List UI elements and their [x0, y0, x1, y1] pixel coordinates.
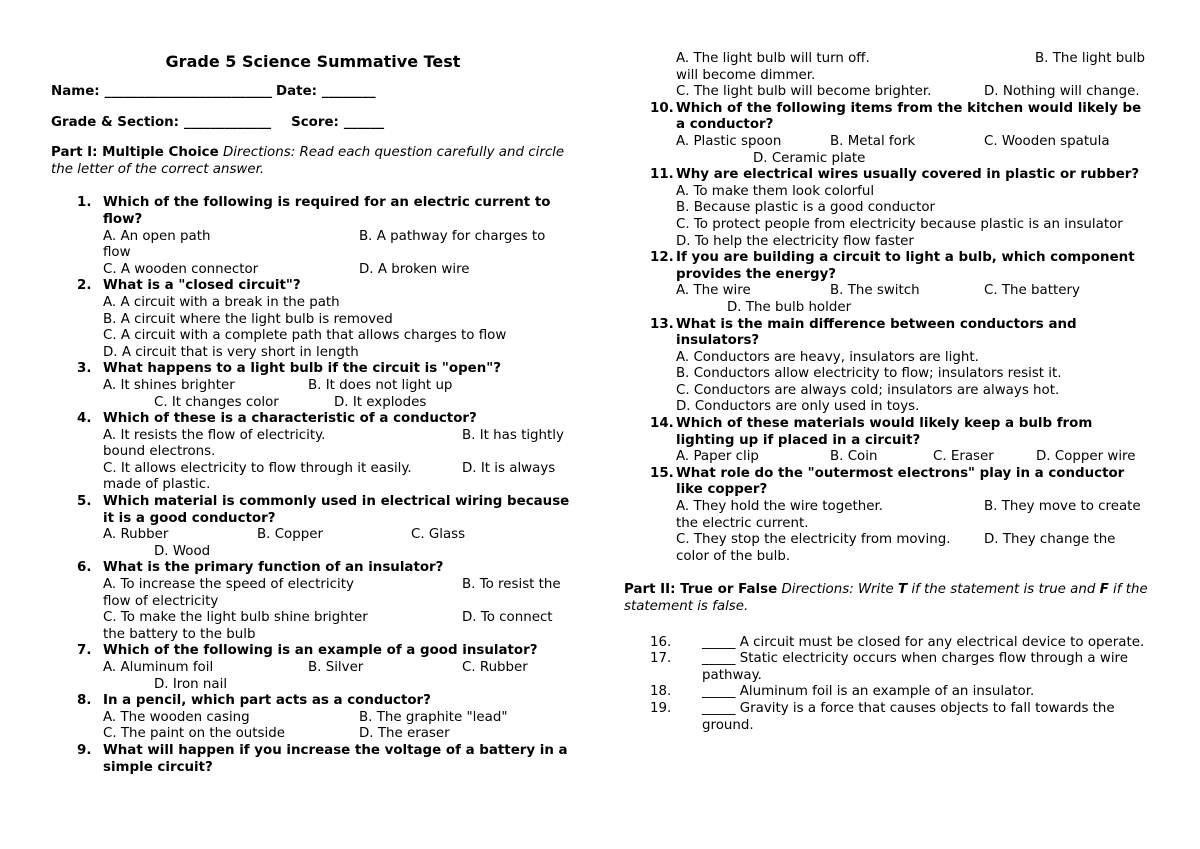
- question-text: What role do the "outermost electrons" play in a conductor like copper?: [676, 465, 1125, 498]
- question-number: 8.: [77, 693, 92, 709]
- part2-directions-b: if the statement is true and: [907, 582, 1100, 598]
- option-c[interactable]: C. The paint on the outside: [103, 726, 285, 742]
- grade-section-label: Grade & Section:: [51, 114, 180, 130]
- option-d[interactable]: D. It explodes: [334, 394, 427, 410]
- option-c[interactable]: C. To protect people from electricity because plastic is an insulator: [676, 216, 1123, 232]
- option-a[interactable]: A. The wire: [676, 283, 751, 299]
- option-b[interactable]: B. The light bulb will become dimmer.: [676, 51, 1146, 83]
- question-list-left: [51, 195, 575, 776]
- option-d[interactable]: D. Ceramic plate: [753, 150, 866, 166]
- option-a[interactable]: A. To increase the speed of electricity: [103, 577, 354, 593]
- option-a[interactable]: A. The light bulb will turn off.: [676, 51, 870, 66]
- question-number: 2.: [77, 278, 92, 294]
- tf-list: [624, 635, 1152, 735]
- question-item: [624, 317, 1152, 417]
- option-c[interactable]: C. The light bulb will become brighter.: [676, 84, 932, 100]
- option-d[interactable]: D. Iron nail: [154, 676, 228, 692]
- question-text: What is the primary function of an insulator?: [103, 560, 444, 576]
- option-c[interactable]: C. Glass: [411, 527, 466, 543]
- option-b[interactable]: B. Copper: [257, 527, 323, 543]
- option-a[interactable]: A. It shines brighter: [103, 377, 235, 393]
- tf-blank[interactable]: _____: [702, 700, 736, 716]
- option-d[interactable]: D. The eraser: [359, 726, 450, 742]
- tf-number: 19.: [650, 700, 672, 716]
- option-a[interactable]: A. A circuit with a break in the path: [103, 294, 340, 310]
- question-item: [51, 411, 575, 494]
- left-column: [51, 0, 575, 776]
- option-d[interactable]: D. Copper wire: [1036, 449, 1136, 465]
- option-c[interactable]: C. They stop the electricity from moving.: [676, 532, 951, 548]
- option-a[interactable]: A. It resists the flow of electricity.: [103, 427, 326, 443]
- question-number: 5.: [77, 494, 92, 510]
- option-a[interactable]: A. Plastic spoon: [676, 133, 782, 149]
- option-a[interactable]: A. Aluminum foil: [103, 660, 214, 675]
- part2-directions-c: if the statement is false.: [624, 582, 1148, 614]
- tf-number: 17.: [650, 651, 672, 667]
- option-c[interactable]: C. It allows electricity to flow through it easily.: [103, 460, 412, 476]
- part1-heading: Part I: Multiple Choice: [51, 145, 219, 161]
- question-number: 14.: [650, 416, 674, 432]
- question-item: [51, 278, 575, 361]
- question-number: 9.: [77, 742, 92, 758]
- option-b[interactable]: B. Metal fork: [830, 133, 916, 149]
- question-item: [51, 195, 575, 278]
- question-text: Which material is commonly used in electrical wiring because it is a good conductor?: [103, 494, 570, 526]
- question-text: If you are building a circuit to light a bulb, which component provides the energy?: [676, 250, 1135, 282]
- option-d[interactable]: D. It is always made of plastic.: [103, 460, 556, 493]
- question-text: Which of these is a characteristic of a conductor?: [103, 411, 477, 427]
- option-b[interactable]: B. They move to create the electric current.: [676, 499, 1141, 531]
- option-d[interactable]: D. Wood: [154, 543, 211, 559]
- option-b[interactable]: B. The graphite "lead": [359, 709, 508, 725]
- score-label: Score:: [291, 114, 339, 130]
- question-item: [51, 494, 575, 560]
- date-label: Date:: [276, 84, 318, 99]
- part1-header: [51, 145, 575, 178]
- option-d[interactable]: D. To help the electricity flow faster: [676, 233, 914, 249]
- option-c[interactable]: C. A wooden connector: [103, 261, 259, 277]
- question-item: [51, 560, 575, 643]
- option-c[interactable]: C. The battery: [984, 283, 1080, 299]
- part2-f-letter: F: [1099, 582, 1109, 598]
- grade-section-field[interactable]: _____________: [184, 114, 272, 130]
- question-item: [51, 743, 575, 776]
- tf-blank[interactable]: _____: [702, 634, 736, 650]
- question-text: What is a "closed circuit"?: [103, 278, 301, 294]
- option-c[interactable]: C. Eraser: [933, 449, 994, 465]
- option-a[interactable]: A. To make them look colorful: [676, 183, 875, 199]
- option-a[interactable]: A. The wooden casing: [103, 709, 250, 725]
- question-9-options: [624, 51, 1152, 101]
- option-a[interactable]: A. Rubber: [103, 527, 169, 543]
- tf-number: 18.: [650, 684, 672, 700]
- question-text: What is the main difference between conductors and insulators?: [676, 316, 1077, 349]
- option-a[interactable]: A. Paper clip: [676, 449, 759, 465]
- question-text: In a pencil, which part acts as a conductor?: [103, 693, 431, 709]
- question-text: Which of the following is required for an electric current to flow?: [103, 195, 551, 227]
- question-item: [624, 416, 1152, 466]
- question-number: 4.: [77, 411, 92, 427]
- tf-item: [624, 651, 1152, 684]
- option-c[interactable]: C. Rubber: [462, 660, 528, 675]
- question-number: 7.: [77, 643, 92, 659]
- question-text: What will happen if you increase the voltage of a battery in a simple circuit?: [103, 742, 568, 775]
- tf-item: [624, 701, 1152, 734]
- question-number: 1.: [77, 195, 92, 211]
- part2-heading: Part II: True or False: [624, 582, 778, 598]
- option-a[interactable]: A. Conductors are heavy, insulators are light.: [676, 349, 979, 365]
- tf-item: [624, 684, 1152, 701]
- option-c[interactable]: C. A circuit with a complete path that allows charges to flow: [103, 328, 507, 344]
- tf-number: 16.: [650, 634, 672, 650]
- right-column: [624, 0, 1152, 734]
- tf-statement: Aluminum foil is an example of an insulator.: [739, 684, 1035, 700]
- option-b[interactable]: B. It does not light up: [308, 377, 453, 393]
- name-field[interactable]: _________________________: [104, 84, 273, 99]
- option-b[interactable]: B. Because plastic is a good conductor: [676, 200, 936, 216]
- option-b[interactable]: B. It has tightly bound electrons.: [103, 427, 564, 460]
- option-b[interactable]: B. A circuit where the light bulb is removed: [103, 311, 393, 327]
- tf-blank[interactable]: _____: [702, 684, 736, 700]
- option-d[interactable]: D. The bulb holder: [727, 299, 852, 315]
- question-item: [624, 250, 1152, 316]
- question-text: Which of the following is an example of a good insulator?: [103, 643, 538, 659]
- tf-blank[interactable]: _____: [702, 651, 736, 667]
- option-b[interactable]: B. Conductors allow electricity to flow; insulators resist it.: [676, 366, 1062, 382]
- question-item: [51, 643, 575, 693]
- option-c[interactable]: C. To make the light bulb shine brighter: [103, 610, 368, 626]
- option-d[interactable]: D. A broken wire: [359, 261, 470, 277]
- question-item: [51, 361, 575, 411]
- question-text: Which of the following items from the kitchen would likely be a conductor?: [676, 100, 1142, 133]
- grade-score-row: [51, 115, 575, 132]
- tf-statement: Static electricity occurs when charges flow through a wire pathway.: [702, 651, 1128, 683]
- part1-directions: Directions: Read each question carefully and circle the letter of the correct answer.: [51, 145, 565, 177]
- tf-statement: A circuit must be closed for any electrical device to operate.: [739, 634, 1145, 650]
- tf-item: [624, 635, 1152, 652]
- option-b[interactable]: B. Coin: [830, 449, 878, 465]
- name-date-row: [51, 84, 575, 101]
- part2-t-letter: T: [897, 582, 908, 598]
- question-item: [624, 466, 1152, 566]
- question-text: What happens to a light bulb if the circuit is "open"?: [103, 361, 502, 377]
- score-field[interactable]: ______: [343, 114, 385, 130]
- option-c[interactable]: C. Conductors are always cold; insulators are always hot.: [676, 382, 1060, 398]
- option-b[interactable]: B. A pathway for charges to flow: [103, 228, 546, 261]
- option-d[interactable]: D. Conductors are only used in toys.: [676, 399, 920, 415]
- option-b[interactable]: B. Silver: [308, 660, 364, 675]
- question-item: [624, 101, 1152, 167]
- question-number: 11.: [650, 167, 674, 183]
- option-a[interactable]: A. They hold the wire together.: [676, 499, 883, 515]
- question-number: 13.: [650, 316, 674, 332]
- option-b[interactable]: B. The switch: [830, 283, 920, 299]
- part2-directions-a: Directions: Write: [781, 582, 898, 598]
- option-d[interactable]: D. They change the color of the bulb.: [676, 532, 1116, 564]
- name-label: Name:: [51, 84, 100, 99]
- option-a[interactable]: A. An open path: [103, 228, 211, 244]
- option-c[interactable]: C. It changes color: [154, 394, 279, 410]
- question-number: 10.: [650, 100, 674, 116]
- question-number: 15.: [650, 465, 674, 481]
- question-item: [51, 693, 575, 743]
- question-text: Which of these materials would likely keep a bulb from lighting up if placed in a circuit?: [676, 416, 1093, 448]
- question-number: 6.: [77, 560, 92, 576]
- tf-statement: Gravity is a force that causes objects to fall towards the ground.: [702, 700, 1115, 733]
- option-b[interactable]: B. To resist the flow of electricity: [103, 577, 561, 609]
- question-number: 12.: [650, 250, 674, 266]
- option-c[interactable]: C. Wooden spatula: [984, 133, 1110, 149]
- date-field[interactable]: ________: [322, 84, 376, 99]
- question-number: 3.: [77, 361, 92, 377]
- question-item: [624, 167, 1152, 250]
- option-d[interactable]: D. To connect the battery to the bulb: [103, 610, 553, 642]
- question-text: Why are electrical wires usually covered in plastic or rubber?: [676, 167, 1140, 183]
- part2-header: [624, 582, 1152, 615]
- page-title: Grade 5 Science Summative Test: [165, 52, 461, 71]
- option-d[interactable]: D. Nothing will change.: [984, 84, 1140, 100]
- option-d[interactable]: D. A circuit that is very short in length: [103, 344, 359, 360]
